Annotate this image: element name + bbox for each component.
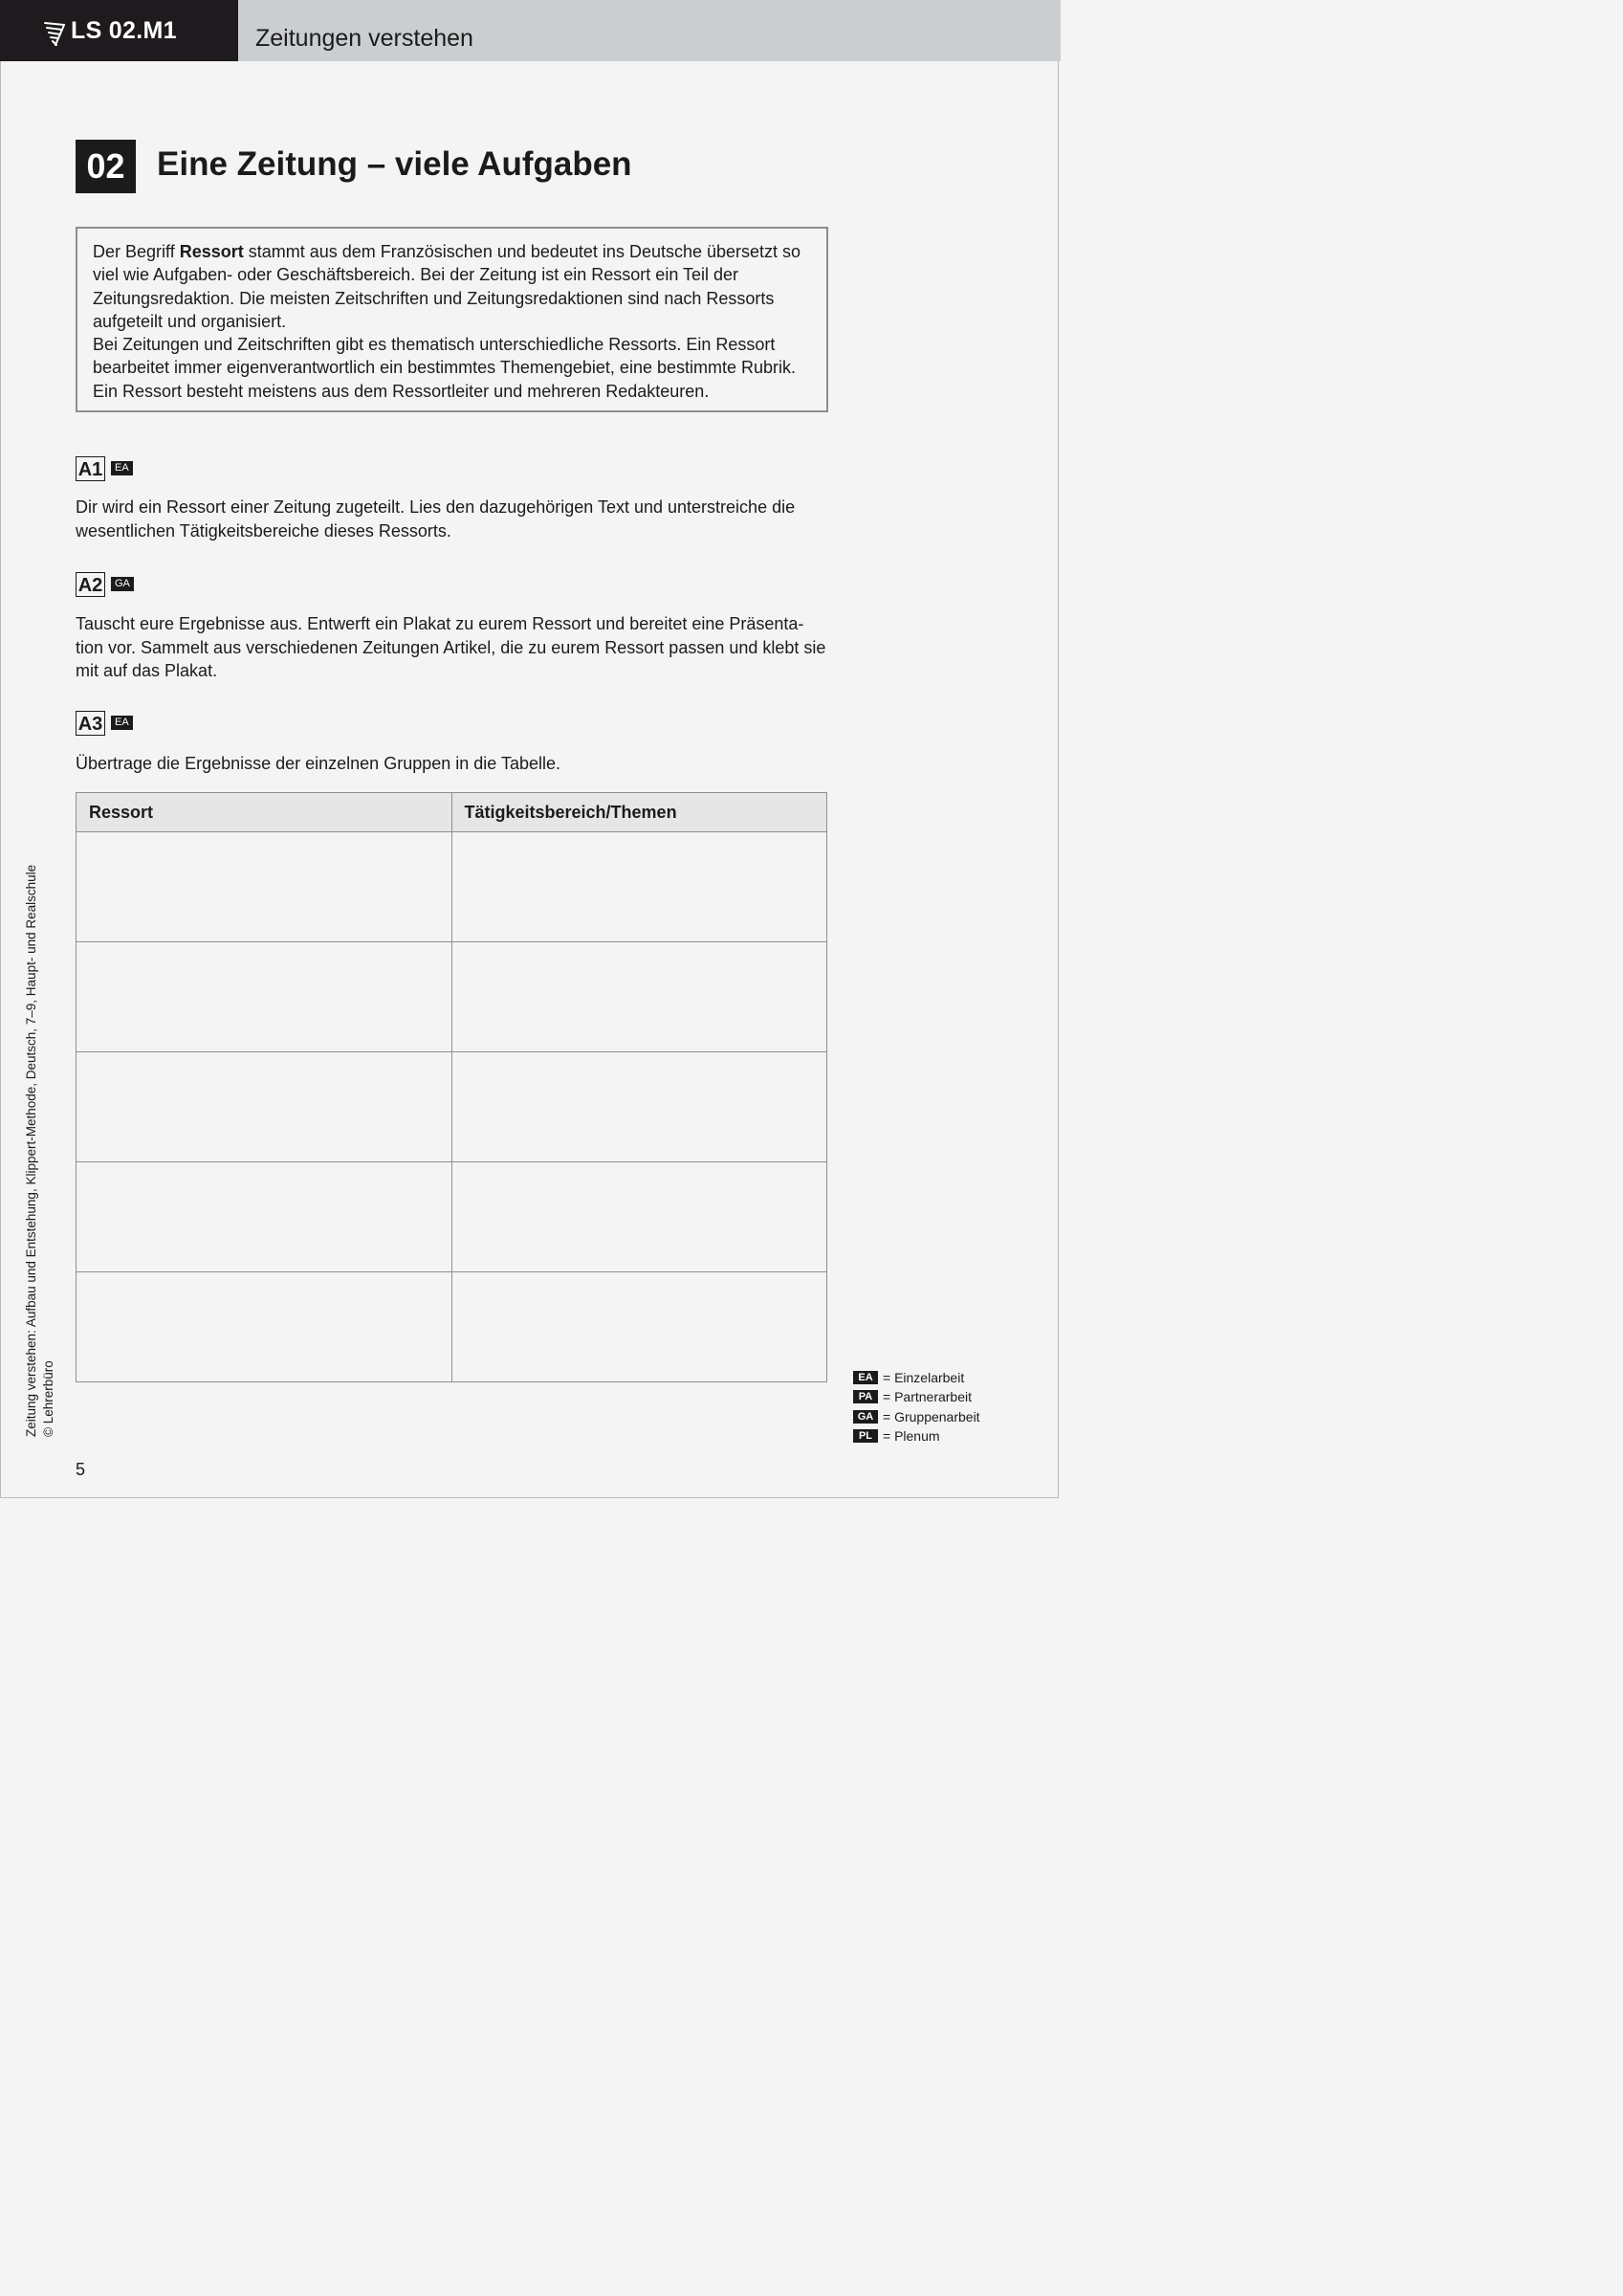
- page-number: 5: [76, 1460, 86, 1479]
- header-title-bar: [238, 0, 1061, 61]
- table-row: [77, 1162, 827, 1272]
- work-form-legend: [853, 1368, 980, 1446]
- task-a1-text: Dir wird ein Ressort einer Zeitung zugeteilt. Lies den dazugehörigen Text und unterstreiche die wesentlichen Tätigkeitsbereiche dieses Ressorts.: [76, 497, 796, 541]
- table-cell[interactable]: [451, 1162, 827, 1272]
- legend-text: = Einzelarbeit: [883, 1370, 965, 1386]
- table-cell[interactable]: [451, 942, 827, 1052]
- task-a3-text: Übertrage die Ergebnisse der einzelnen Gruppen in die Tabelle.: [76, 754, 560, 773]
- task-a1-header: [76, 456, 133, 481]
- task-a3-header: [76, 711, 133, 736]
- table-cell[interactable]: [451, 1272, 827, 1382]
- task-label: A1: [76, 456, 105, 481]
- header-title: Zeitungen verstehen: [255, 25, 473, 52]
- table-cell[interactable]: [77, 832, 452, 942]
- table-cell[interactable]: [451, 1052, 827, 1162]
- column-header-themen: Tätigkeitsbereich/Themen: [451, 793, 827, 832]
- material-code: LS 02.M1: [71, 17, 177, 44]
- table-cell[interactable]: [77, 1162, 452, 1272]
- info-paragraph-1: [93, 240, 813, 333]
- legend-text: = Partnerarbeit: [883, 1389, 972, 1405]
- task-label: A2: [76, 572, 105, 597]
- task-a2-header: [76, 572, 134, 597]
- legend-text: = Gruppenarbeit: [883, 1408, 980, 1424]
- legend-item: [853, 1426, 980, 1446]
- task-label: A3: [76, 711, 105, 736]
- task-badge: GA: [111, 577, 134, 591]
- table-cell[interactable]: [77, 1272, 452, 1382]
- table-row: [77, 1052, 827, 1162]
- table-cell[interactable]: [77, 1052, 452, 1162]
- legend-item: [853, 1387, 980, 1406]
- task-badge: EA: [111, 461, 133, 475]
- task-badge: EA: [111, 716, 133, 730]
- table-header-row: [77, 793, 827, 832]
- legend-abbr: EA: [853, 1371, 878, 1384]
- legend-abbr: PL: [853, 1429, 878, 1443]
- info-text-rest: stammt aus dem Französischen und bedeutet ins Deutsche übersetzt so viel wie Aufgaben- oder Geschäftsbereich. Bei der Zeitung ist ein Ressort ein Teil der Zeitungsredaktion. Die meisten Zeitschriften und Zeitungsredaktionen sind nach Ressorts aufgeteilt und organisiert.: [93, 242, 801, 331]
- table-row: [77, 1272, 827, 1382]
- info-box: [76, 227, 828, 412]
- legend-text: = Plenum: [883, 1428, 940, 1445]
- legend-item: [853, 1368, 980, 1387]
- side-note-source: Zeitung verstehen: Aufbau und Entstehung, Klippert-Methode, Deutsch, 7–9, Haupt- und Realschule: [24, 864, 38, 1437]
- info-paragraph-2: Bei Zeitungen und Zeitschriften gibt es thematisch unterschiedliche Ressorts. Ein Ressort bearbeitet immer eigenverantwortlich ein bestimmtes Themengebiet, eine bestimmte Rubrik. Ein Ressort besteht meistens aus dem Ressortleiter und mehreren Redakteuren.: [93, 335, 797, 401]
- task-a2-text: Tauscht eure Ergebnisse aus. Entwerft ein Plakat zu eurem Ressort und bereitet eine Präsenta-tion vor. Sammelt aus verschiedenen Zeitungen Artikel, die zu eurem Ressort passen und klebt sie mit auf das Plakat.: [76, 614, 826, 680]
- table-row: [77, 942, 827, 1052]
- header-code-bar: [0, 0, 238, 61]
- legend-abbr: PA: [853, 1390, 878, 1403]
- results-table: [76, 792, 827, 1382]
- table-cell[interactable]: [77, 942, 452, 1052]
- spiral-logo-icon: [44, 21, 65, 46]
- column-header-ressort: Ressort: [77, 793, 452, 832]
- chapter-number: 02: [76, 140, 136, 193]
- info-text-start: Der Begriff: [93, 242, 180, 261]
- side-note-copyright: © Lehrerbüro: [41, 1360, 55, 1437]
- chapter-title: Eine Zeitung – viele Aufgaben: [157, 145, 632, 183]
- copyright-side-note: [23, 865, 57, 1437]
- legend-abbr: GA: [853, 1410, 878, 1424]
- table-cell[interactable]: [451, 832, 827, 942]
- table-row: [77, 832, 827, 942]
- legend-item: [853, 1407, 980, 1426]
- info-bold-term: Ressort: [179, 242, 244, 261]
